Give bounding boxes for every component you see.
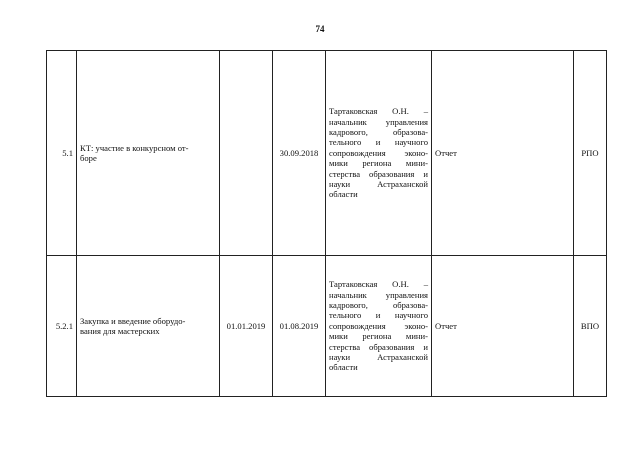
responsible-line: сопровождения эконо- — [329, 147, 428, 158]
task-line: КТ: участие в конкурсном от- — [80, 142, 189, 153]
end-date: 01.08.2019 — [273, 256, 326, 397]
task-line: вания для мастерских — [80, 326, 160, 336]
end-date: 30.09.2018 — [273, 51, 326, 256]
responsible-line: начальник управления — [329, 289, 428, 300]
funding-source: ВПО — [574, 256, 607, 397]
responsible-line: мики региона мини- — [329, 158, 428, 169]
task-line: боре — [80, 153, 97, 163]
start-date — [220, 51, 273, 256]
responsible-person — [326, 256, 432, 397]
responsible-line: Тартаковская О.Н. – — [329, 279, 428, 290]
page-number: 74 — [315, 24, 325, 34]
start-date: 01.01.2019 — [220, 256, 273, 397]
table-row — [47, 51, 607, 256]
activity-plan-table — [46, 50, 607, 397]
table-row — [47, 256, 607, 397]
report-type: Отчет — [432, 256, 574, 397]
row-number: 5.2.1 — [47, 256, 77, 397]
responsible-line: тельного и научного — [329, 137, 428, 148]
responsible-line: кадрового, образова- — [329, 126, 428, 137]
task-description — [77, 256, 220, 397]
task-description — [77, 51, 220, 256]
responsible-line: науки Астраханской — [329, 352, 428, 363]
report-type: Отчет — [432, 51, 574, 256]
funding-source: РПО — [574, 51, 607, 256]
responsible-line: стерства образования и — [329, 341, 428, 352]
responsible-person — [326, 51, 432, 256]
task-line: Закупка и введение оборудо- — [80, 315, 186, 326]
responsible-line: тельного и научного — [329, 310, 428, 321]
responsible-line: кадрового, образова- — [329, 299, 428, 310]
responsible-line: области — [329, 362, 358, 373]
responsible-line: стерства образования и — [329, 168, 428, 179]
responsible-line: науки Астраханской — [329, 179, 428, 190]
responsible-line: области — [329, 189, 358, 200]
responsible-line: начальник управления — [329, 116, 428, 127]
responsible-line: Тартаковская О.Н. – — [329, 106, 428, 117]
row-number: 5.1 — [47, 51, 77, 256]
responsible-line: сопровождения эконо- — [329, 320, 428, 331]
responsible-line: мики региона мини- — [329, 331, 428, 342]
